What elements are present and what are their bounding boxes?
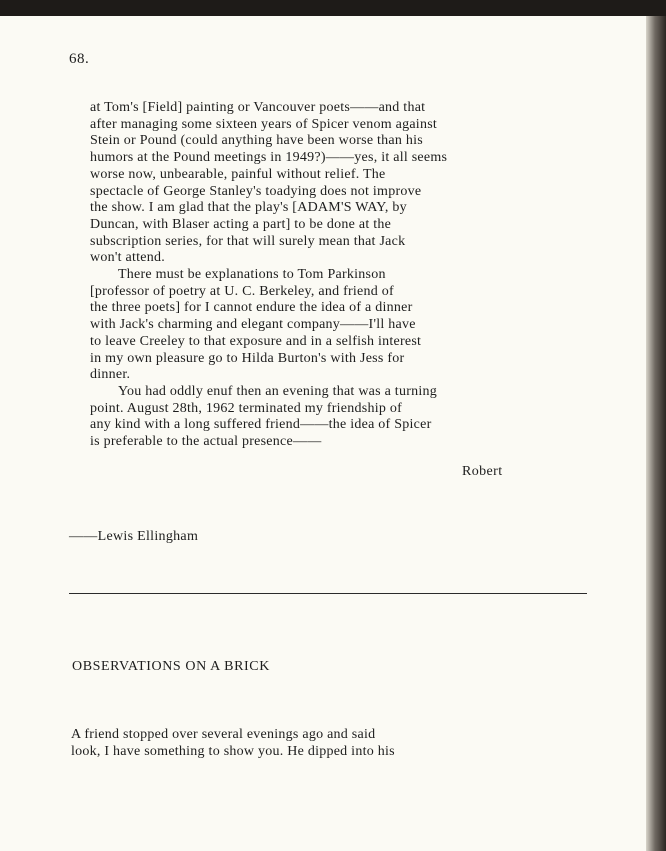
attribution: ——Lewis Ellingham bbox=[69, 529, 199, 544]
letter-line: point. August 28th, 1962 terminated my friendship of bbox=[90, 400, 403, 416]
letter-line: in my own pleasure go to Hilda Burton's with Jess for bbox=[90, 350, 405, 366]
letter-line: Duncan, with Blaser acting a part] to be done at the bbox=[90, 216, 392, 232]
letter-line: after managing some sixteen years of Spicer venom against bbox=[90, 116, 438, 132]
book-page bbox=[0, 16, 650, 851]
letter-line: is preferable to the actual presence—— bbox=[90, 434, 322, 450]
page-number: 68. bbox=[69, 51, 90, 67]
letter-line: Stein or Pound (could anything have been worse than his bbox=[90, 133, 423, 149]
essay-opening bbox=[71, 726, 571, 760]
section-title: OBSERVATIONS ON A BRICK bbox=[72, 659, 270, 674]
letter-line: humors at the Pound meetings in 1949?)——yes, it all seems bbox=[90, 150, 448, 166]
letter-line: There must be explanations to Tom Parkinson bbox=[118, 267, 386, 283]
letter-line: subscription series, for that will surely mean that Jack bbox=[90, 233, 406, 249]
letter-line: won't attend. bbox=[90, 250, 165, 266]
letter-line: at Tom's [Field] painting or Vancouver poets——and that bbox=[90, 100, 426, 115]
letter-line: with Jack's charming and elegant company——I'll have bbox=[90, 317, 416, 333]
letter-line: You had oddly enuf then an evening that was a turning bbox=[118, 383, 437, 399]
letter-line: [professor of poetry at U. C. Berkeley, and friend of bbox=[90, 283, 394, 299]
letter-line: to leave Creeley to that exposure and in a selfish interest bbox=[90, 333, 422, 349]
letter-signature: Robert bbox=[462, 464, 503, 479]
letter-line: worse now, unbearable, painful without relief. The bbox=[90, 166, 386, 182]
letter-line: the show. I am glad that the play's [ADAM'S WAY, by bbox=[90, 200, 407, 216]
essay-line: A friend stopped over several evenings ago and said bbox=[71, 727, 376, 742]
letter-line: spectacle of George Stanley's toadying does not improve bbox=[90, 183, 422, 199]
book-binding-gutter bbox=[646, 16, 666, 851]
letter-line: dinner. bbox=[90, 367, 131, 383]
letter-line: any kind with a long suffered friend——the idea of Spicer bbox=[90, 417, 432, 433]
letter-excerpt bbox=[90, 100, 590, 451]
letter-line: the three poets] for I cannot endure the idea of a dinner bbox=[90, 300, 413, 316]
scan-top-border bbox=[0, 0, 666, 16]
section-divider bbox=[69, 593, 587, 594]
essay-line: look, I have something to show you. He dipped into his bbox=[71, 744, 395, 759]
